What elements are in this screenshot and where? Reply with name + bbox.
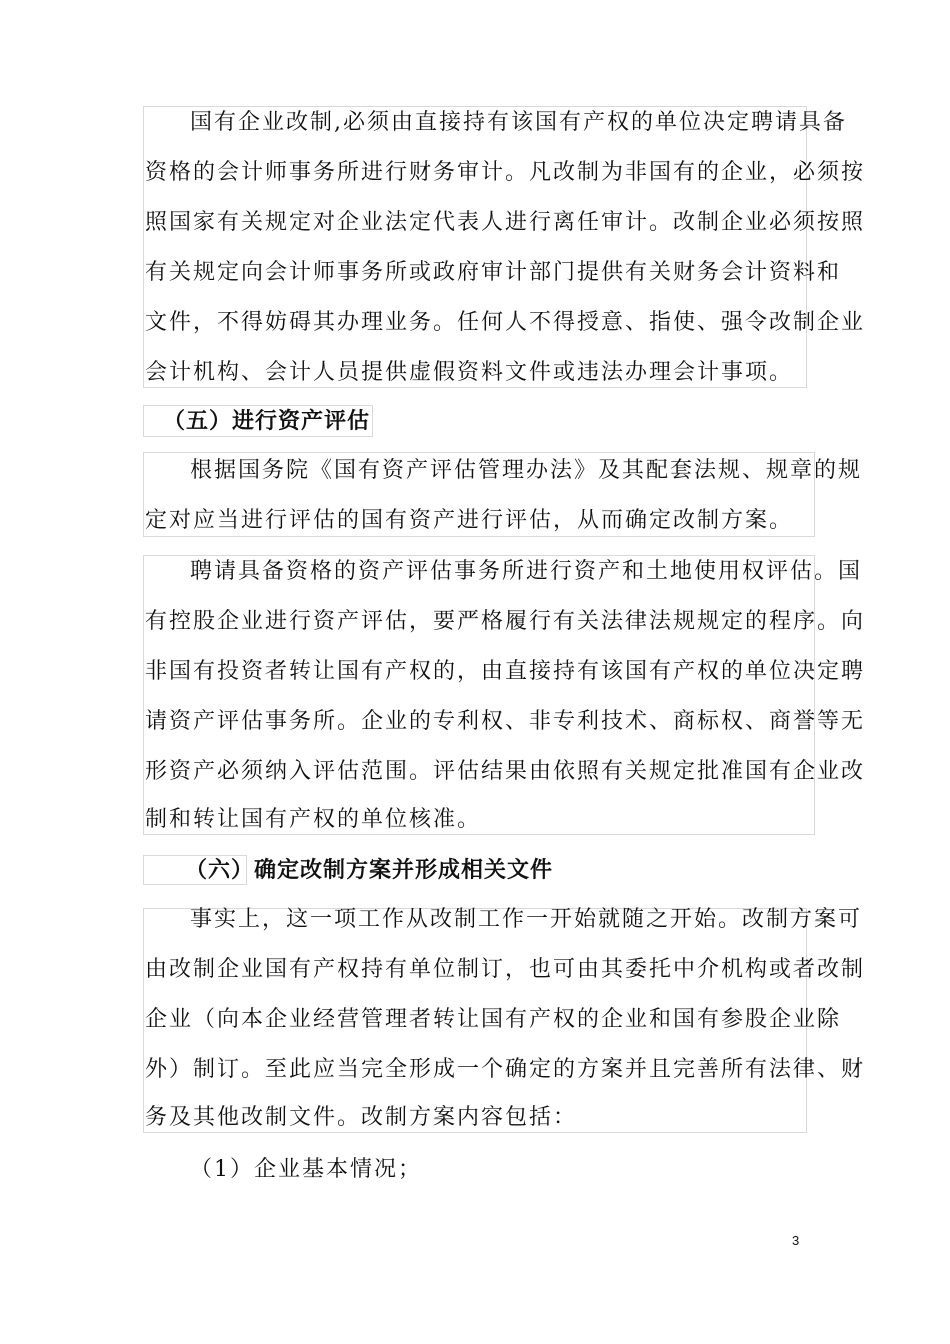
paragraph-3-line-2: 有控股企业进行资产评估，要严格履行有关法律法规规定的程序。向 [145,609,866,634]
paragraph-2-line-1: 根据国务院《国有资产评估管理办法》及其配套法规、规章的规 [190,458,863,483]
paragraph-1-line-6: 会计机构、会计人员提供虚假资料文件或违法办理会计事项。 [145,360,794,385]
paragraph-3-line-4: 请资产评估事务所。企业的专利权、非专利技术、商标权、商誉等无 [145,709,866,734]
paragraph-4-line-4: 外）制订。至此应当完全形成一个确定的方案并且完善所有法律、财 [145,1057,866,1082]
section-heading-5: （五）进行资产评估 [163,408,371,434]
paragraph-3-line-1: 聘请具备资格的资产评估事务所进行资产和土地使用权评估。国 [190,559,863,584]
paragraph-3-line-3: 非国有投资者转让国有产权的，由直接持有该国有产权的单位决定聘 [145,659,866,684]
paragraph-4-line-1: 事实上，这一项工作从改制工作一开始就随之开始。改制方案可 [190,907,863,932]
text-frame [143,555,815,835]
section-heading-6: （六）确定改制方案并形成相关文件 [185,857,554,883]
paragraph-3-line-6: 制和转让国有产权的单位核准。 [145,807,482,832]
paragraph-4-line-2: 由改制企业国有产权持有单位制订，也可由其委托中介机构或者改制 [145,957,866,982]
paragraph-1-line-5: 文件，不得妨碍其办理业务。任何人不得授意、指使、强令改制企业 [145,310,866,335]
text-frame [143,106,807,388]
paragraph-3-line-5: 形资产必须纳入评估范围。评估结果由依照有关规定批准国有企业改 [145,759,866,784]
paragraph-1-line-4: 有关规定向会计师事务所或政府审计部门提供有关财务会计资料和 [145,260,842,285]
paragraph-1-line-3: 照国家有关规定对企业法定代表人进行离任审计。改制企业必须按照 [145,210,866,235]
list-item-1: （1）企业基本情况； [190,1157,422,1182]
paragraph-1-line-2: 资格的会计师事务所进行财务审计。凡改制为非国有的企业，必须按 [145,160,866,185]
page-number: 3 [792,1233,800,1248]
paragraph-4-line-3: 企业（向本企业经营管理者转让国有产权的企业和国有参股企业除 [145,1007,842,1032]
paragraph-4-line-5: 务及其他改制文件。改制方案内容包括： [145,1105,578,1130]
paragraph-2-line-2: 定对应当进行评估的国有资产进行评估，从而确定改制方案。 [145,508,794,533]
paragraph-1-line-1: 国有企业改制,必须由直接持有该国有产权的单位决定聘请具备 [190,110,847,135]
